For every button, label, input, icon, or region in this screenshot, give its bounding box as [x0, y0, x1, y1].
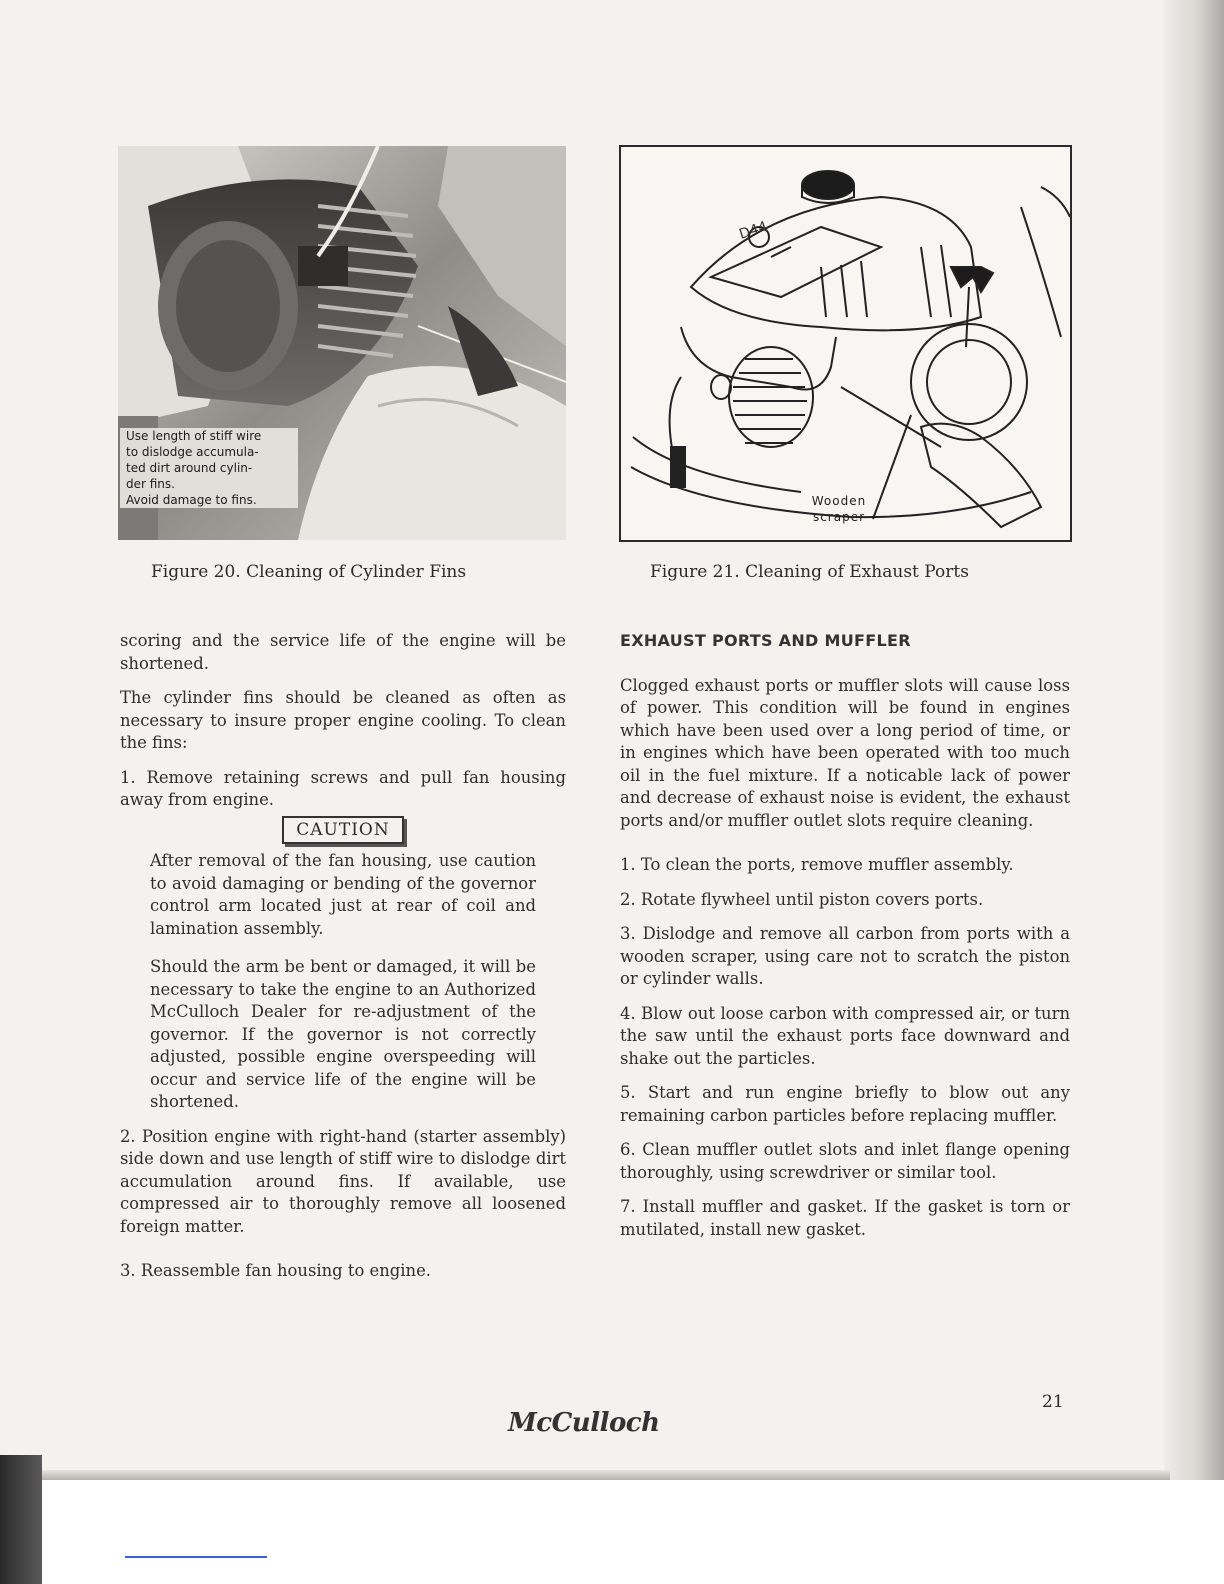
step-item: 3. Dislodge and remove all carbon from ports with a wooden scraper, using care not to scratch the piston or cylinder walls. — [620, 924, 1070, 988]
callout-line: ted dirt around cylin- — [120, 460, 298, 476]
figure-20-photo — [118, 146, 566, 540]
intro-paragraph: Clogged exhaust ports or muffler slots will cause loss of power. This condition will be found in engines which have been used over a long period of time, or in engines which have been operated with too much oil in the fuel mixture. If a noticable lack of power and decrease of exhaust noise is evident, the exhaust ports and/or muffler outlet slots require cleaning. — [620, 675, 1070, 830]
step-item: 2. Rotate flywheel until piston covers ports. — [620, 889, 984, 909]
caution-paragraph: Should the arm be bent or damaged, it will be necessary to take the engine to an Authorized McCulloch Dealer for re-adjustment of the governor. If the governor is not correctly adjusted, possible engine overspeeding will occur and service life of the engine will be shortened. — [150, 957, 536, 1111]
callout-line: der fins. — [120, 476, 298, 492]
figure-21-drawing — [619, 145, 1072, 542]
caution-paragraph: After removal of the fan housing, use caution to avoid damaging or bending of the governor control arm located just at rear of coil and lamination assembly. — [150, 851, 536, 938]
left-text-column — [120, 630, 566, 1283]
callout-line: to dislodge accumula- — [120, 444, 298, 460]
figure-20-caption: Figure 20. Cleaning of Cylinder Fins — [151, 562, 467, 582]
right-text-column — [620, 630, 1070, 1241]
binding-strip — [0, 1455, 42, 1584]
step-3: 3. Reassemble fan housing to engine. — [120, 1261, 431, 1280]
step-item: 6. Clean muffler outlet slots and inlet flange opening thoroughly, using screwdriver or similar tool. — [620, 1140, 1070, 1182]
caution-label: CAUTION — [282, 816, 403, 845]
wooden-scraper-label — [799, 493, 879, 525]
step-item: 4. Blow out loose carbon with compressed air, or turn the saw until the exhaust ports face downward and shake out the particles. — [620, 1003, 1070, 1068]
section-heading: EXHAUST PORTS AND MUFFLER — [620, 631, 911, 650]
mcculloch-logo: McCulloch — [508, 1408, 660, 1438]
step-item: 7. Install muffler and gasket. If the gasket is torn or mutilated, install new gasket. — [620, 1197, 1070, 1239]
page-right-edge-shadow — [1164, 0, 1224, 1584]
page-number: 21 — [1042, 1392, 1064, 1412]
figure-21-caption: Figure 21. Cleaning of Exhaust Ports — [650, 562, 969, 582]
engine-cover-engraving: D44 — [737, 218, 770, 243]
scan-background — [0, 1480, 1224, 1584]
callout-line: Avoid damage to fins. — [120, 492, 298, 508]
step-2: 2. Position engine with right-hand (starter assembly) side down and use length of stiff wire to dislodge dirt accumulation around fins. If available, use compressed air to thoroughly remove all loosened foreign matter. — [120, 1126, 566, 1236]
step-1: 1. Remove retaining screws and pull fan housing away from engine. — [120, 767, 566, 809]
paragraph: scoring and the service life of the engine will be shortened. — [120, 631, 566, 673]
paragraph: The cylinder fins should be cleaned as often as necessary to insure proper engine cooling. To clean the fins: — [120, 688, 566, 752]
scan-artifact-line — [125, 1556, 267, 1558]
label-line: Wooden — [811, 494, 867, 508]
caution-box — [120, 816, 566, 845]
callout-line: Use length of stiff wire — [120, 428, 298, 444]
figure-20-callout — [120, 428, 298, 508]
exhaust-ports-line-drawing — [621, 147, 1070, 540]
label-line: scraper — [812, 510, 866, 524]
step-item: 5. Start and run engine briefly to blow out any remaining carbon particles before replacing muffler. — [620, 1083, 1070, 1125]
page-bottom-edge — [40, 1470, 1170, 1480]
step-item: 1. To clean the ports, remove muffler assembly. — [620, 855, 1014, 874]
